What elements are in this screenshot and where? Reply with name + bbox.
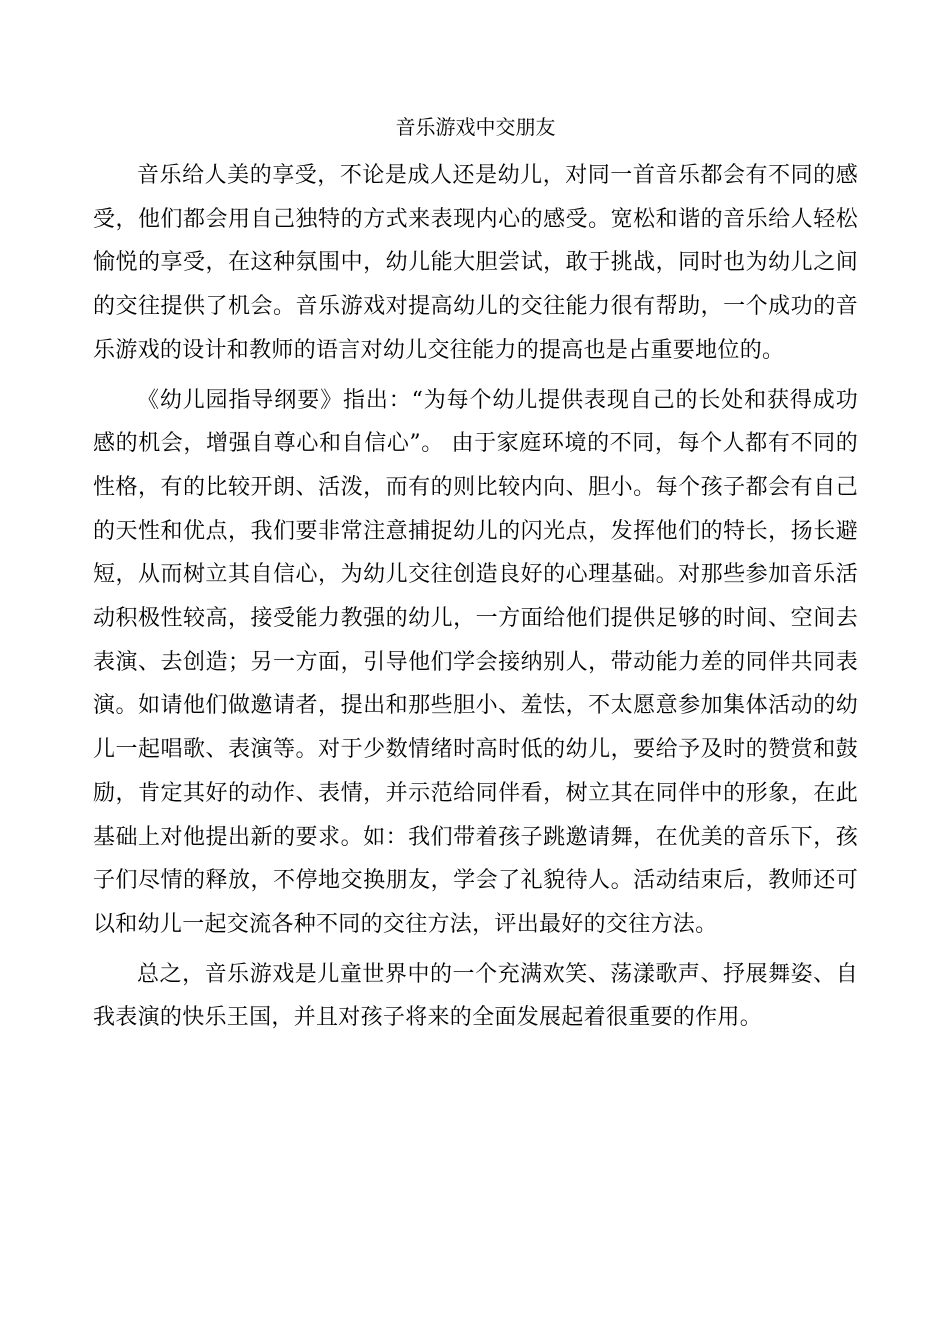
paragraph-guideline: 《幼儿园指导纲要》指出：“为每个幼儿提供表现自己的长处和获得成功感的机会，增强自尊心和自信心”。 由于家庭环境的不同，每个人都有不同的性格，有的比较开朗、活泼，而有的则比较内向、胆小。每个孩子都会有自己的天性和优点，我们要非常注意捕捉幼儿的闪光点，发挥他们的特长，扬长避短，从而树立其自信心，为幼儿交往创造良好的心理基础。对那些参加音乐活动积极性较高，接受能力教强的幼儿，一方面给他们提供足够的时间、空间去表演、去创造；另一方面，引导他们学会接纳别人，带动能力差的同伴共同表演。如请他们做邀请者，提出和那些胆小、羞怯，不太愿意参加集体活动的幼儿一起唱歌、表演等。对于少数情绪时高时低的幼儿，要给予及时的赞赏和鼓励，肯定其好的动作、表情，并示范给同伴看，树立其在同伴中的形象，在此基础上对他提出新的要求。如：我们带着孩子跳邀请舞，在优美的音乐下，孩子们尽情的释放，不停地交换朋友，学会了礼貌待人。活动结束后，教师还可以和幼儿一起交流各种不同的交往方法，评出最好的交往方法。 — [93, 387, 858, 937]
document-title: 音乐游戏中交朋友 — [395, 115, 556, 139]
paragraph-conclusion: 总之，音乐游戏是儿童世界中的一个充满欢笑、荡漾歌声、抒展舞姿、自我表演的快乐王国，并且对孩子将来的全面发展起着很重要的作用。 — [93, 961, 858, 1031]
document-body — [93, 112, 858, 1040]
paragraph-intro: 音乐给人美的享受，不论是成人还是幼儿，对同一首音乐都会有不同的感受，他们都会用自己独特的方式来表现内心的感受。宽松和谐的音乐给人轻松愉悦的享受，在这种氛围中，幼儿能大胆尝试，敢于挑战，同时也为幼儿之间的交往提供了机会。音乐游戏对提高幼儿的交往能力很有帮助，一个成功的音乐游戏的设计和教师的语言对幼儿交往能力的提高也是占重要地位的。 — [93, 163, 858, 363]
